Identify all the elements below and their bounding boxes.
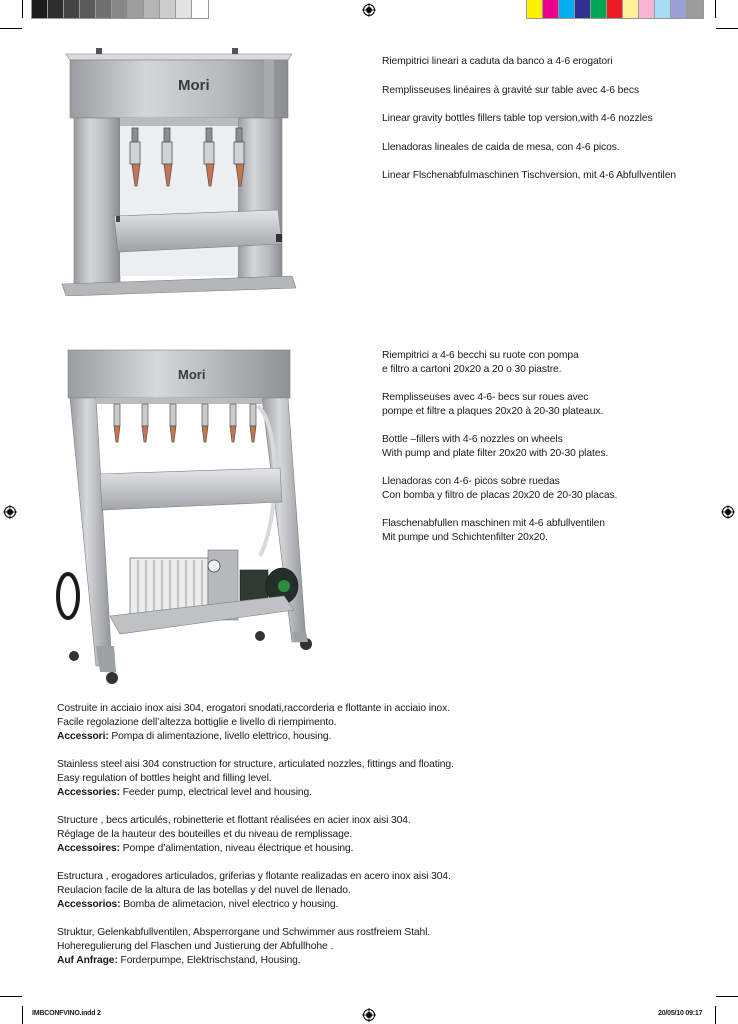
gray-swatch — [144, 0, 160, 18]
gray-swatch — [128, 0, 144, 18]
description-line: Structure , becs articulés, robinetterie et flottant réalisées en acier inox aisi 304. — [57, 815, 411, 826]
product2-description-de-line2: Mit pumpe und Schichtenfilter 20x20. — [382, 532, 548, 543]
gray-swatch — [176, 0, 192, 18]
gray-swatch — [32, 0, 48, 18]
accessories-label: Auf Anfrage: — [57, 955, 118, 966]
color-calibration-bar — [527, 0, 703, 18]
description-block-it — [57, 702, 657, 744]
gray-swatch — [112, 0, 128, 18]
grayscale-calibration-bar — [32, 0, 208, 18]
crop-mark — [0, 996, 22, 997]
accessories-line — [57, 898, 657, 912]
description-line: Stainless steel aisi 304 construction for structure, articulated nozzles, fittings and floating. — [57, 759, 454, 770]
description-line: Costruite in acciaio inox aisi 304, erogatori snodati,raccorderia e flottante in acciaio inox. — [57, 703, 450, 714]
color-swatch — [671, 0, 687, 18]
crop-mark — [715, 1006, 716, 1024]
crop-mark — [716, 996, 738, 997]
gray-swatch — [192, 0, 208, 18]
description-line: Easy regulation of bottles height and filling level. — [57, 773, 272, 784]
table-top-filler-photo — [60, 44, 298, 296]
color-swatch — [623, 0, 639, 18]
accessories-label: Accessories: — [57, 787, 120, 798]
gray-swatch — [80, 0, 96, 18]
product2-description-fr-line1: Remplisseuses avec 4-6- becs sur roues avec — [382, 392, 589, 403]
product1-description-de: Linear Flschenabfulmaschinen Tischversion, mit 4-6 Abfullventilen — [382, 170, 676, 181]
product2-description-fr-line2: pompe et filtre a plaques 20x20 à 20-30 plateaux. — [382, 406, 604, 417]
product2-description-es-line2: Con bomba y filtro de placas 20x20 de 20-30 placas. — [382, 490, 618, 501]
crop-mark — [22, 0, 23, 18]
registration-mark-icon — [721, 505, 735, 519]
color-swatch — [575, 0, 591, 18]
description-line: Estructura , erogadores articulados, griferias y flotante realizadas en acero inox aisi 304. — [57, 871, 451, 882]
description-block-fr — [57, 814, 657, 856]
color-swatch — [527, 0, 543, 18]
accessories-value: Forderpumpe, Elektrischstand, Housing. — [117, 955, 301, 966]
description-block-en — [57, 758, 657, 800]
crop-mark — [716, 28, 738, 29]
color-swatch — [655, 0, 671, 18]
description-line: Struktur, Gelenkabfullventilen, Absperrorgane und Schwimmer aus rostfreiem Stahl. — [57, 927, 431, 938]
product2-description-es-line1: Llenadoras con 4-6- picos sobre ruedas — [382, 476, 560, 487]
accessories-value: Bomba de alimetacion, nivel electrico y housing. — [120, 899, 339, 910]
color-swatch — [687, 0, 703, 18]
footer-date: 20/05/10 09:17 — [658, 1010, 703, 1017]
accessories-line — [57, 842, 657, 856]
description-block-es — [57, 870, 657, 912]
accessories-label: Accessoires: — [57, 843, 120, 854]
color-swatch — [607, 0, 623, 18]
gray-swatch — [96, 0, 112, 18]
accessories-value: Pompa di alimentazione, livello elettrico, housing. — [108, 731, 332, 742]
description-line: Réglage de la hauteur des bouteilles et du niveau de remplissage. — [57, 829, 353, 840]
accessories-label: Accessorios: — [57, 899, 121, 910]
gray-swatch — [160, 0, 176, 18]
color-swatch — [543, 0, 559, 18]
product1-description-it: Riempitrici lineari a caduta da banco a 4-6 erogatori — [382, 56, 613, 67]
registration-mark-icon — [3, 505, 17, 519]
product1-description-en: Linear gravity bottles fillers table top version,with 4-6 nozzles — [382, 113, 653, 124]
product2-description-en-line1: Bottle –fillers with 4-6 nozzles on wheels — [382, 434, 563, 445]
registration-mark-icon — [362, 3, 376, 17]
mori-logo: Mori — [178, 77, 210, 94]
product2-description-it-line2: e filtro a cartoni 20x20 a 20 o 30 piastre. — [382, 364, 562, 375]
description-block-de — [57, 926, 657, 968]
accessories-label: Accessori: — [57, 731, 109, 742]
color-swatch — [559, 0, 575, 18]
description-line: Hoheregulierung del Flaschen und Justierung der Abfullhohe . — [57, 941, 334, 952]
footer-filename: IMBCONFVINO.indd 2 — [32, 1010, 101, 1017]
product2-description-it-line1: Riempitrici a 4-6 becchi su ruote con pompa — [382, 350, 579, 361]
product2-description-en-line2: With pump and plate filter 20x20 with 20-30 plates. — [382, 448, 609, 459]
description-line: Reulacion facile de la altura de las botellas y del nuvel de llenado. — [57, 885, 351, 896]
product1-description-es: Llenadoras lineales de caida de mesa, con 4-6 picos. — [382, 142, 620, 153]
description-line: Facile regolazione dell’altezza bottiglie e livello di riempimento. — [57, 717, 337, 728]
registration-mark-icon — [362, 1008, 376, 1022]
accessories-line — [57, 730, 657, 744]
mori-logo: Mori — [178, 367, 206, 382]
crop-mark — [22, 1006, 23, 1024]
gray-swatch — [64, 0, 80, 18]
color-swatch — [591, 0, 607, 18]
accessories-value: Feeder pump, electrical level and housing. — [119, 787, 312, 798]
product1-description-fr: Remplisseuses linéaires à gravité sur table avec 4-6 becs — [382, 85, 639, 96]
crop-mark — [715, 0, 716, 18]
accessories-line — [57, 786, 657, 800]
crop-mark — [0, 28, 22, 29]
gray-swatch — [48, 0, 64, 18]
accessories-line — [57, 954, 657, 968]
color-swatch — [639, 0, 655, 18]
accessories-value: Pompe d’alimentation, niveau électrique et housing. — [119, 843, 354, 854]
product2-description-de-line1: Flaschenabfullen maschinen mit 4-6 abfullventilen — [382, 518, 605, 529]
wheeled-filler-with-pump-photo — [54, 346, 322, 688]
